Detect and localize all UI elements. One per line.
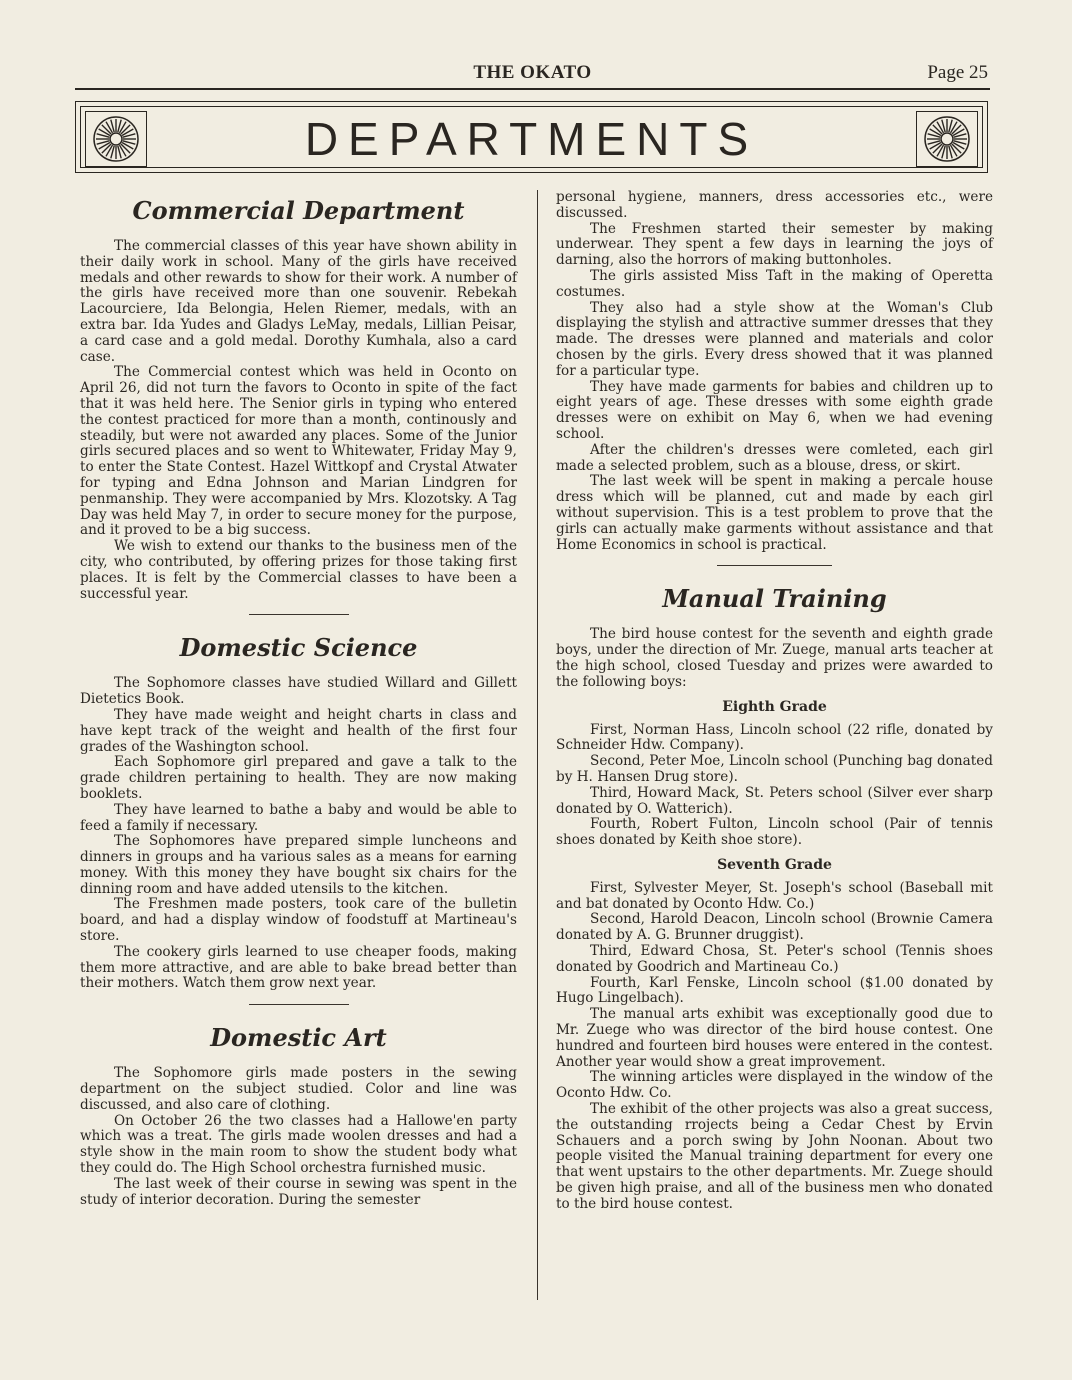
publication-title: THE OKATO xyxy=(473,62,592,83)
eighth-grade-entry: Third, Howard Mack, St. Peters school (Silver ever sharp donated by O. Watterich). xyxy=(556,784,993,817)
eighth-grade-heading: Eighth Grade xyxy=(722,698,827,715)
art-continued-paragraph: The last week will be spent in making a percale house dress which will be planned, cut and made by each girl without supervision. This is a test problem to prove that the girls can actually make garments without assistance and that Home Economics in school is practical. xyxy=(556,473,993,553)
page-number: Page 25 xyxy=(927,62,988,83)
rosette-icon xyxy=(916,111,978,167)
art-continued-paragraph: They also had a style show at the Woman's Club displaying the stylish and attractive summer dresses that they made. The dresses were planned and materials and color chosen by the girls. Every dress showed that it was planned for a particular type. xyxy=(556,299,993,379)
domestic-art-heading: Domestic Art xyxy=(210,1023,387,1053)
manual-closing-paragraph: The winning articles were displayed in the window of the Oconto Hdw. Co. xyxy=(556,1069,993,1102)
manual-training-heading: Manual Training xyxy=(662,584,887,614)
eighth-grade-entry: Second, Peter Moe, Lincoln school (Punching bag donated by H. Hansen Drug store). xyxy=(556,753,993,785)
section-rule xyxy=(249,1004,349,1005)
science-paragraph: They have learned to bathe a baby and would be able to feed a family if necessary. xyxy=(80,801,517,834)
right-column xyxy=(556,190,993,1213)
commercial-paragraph: The Commercial contest which was held in Oconto on April 26, did not turn the favors to Oconto in spite of the fact that it was held here. The Senior girls in typing who entered the contest practiced for more than a month, continously and steadily, but were not awarded any places. Some of the Junior girls secured places and so went to Whitewater, Friday May 9, to enter the State Contest. Hazel Wittkopf and Crystal Atwater for typing and Edna Johnson and Marian Lindgren for penmanship. They were accompanied by Mrs. Klozotsky. A Tag Day was held May 7, in order to secure money for the purpose, and it proved to be a big success. xyxy=(80,364,517,539)
science-paragraph: The cookery girls learned to use cheaper foods, making them more attractive, and are able to bake bread better than their mothers. Watch them grow next year. xyxy=(80,943,517,992)
seventh-grade-heading: Seventh Grade xyxy=(717,856,832,873)
seventh-grade-entry: Second, Harold Deacon, Lincoln school (Brownie Camera donated by A. G. Brunner druggist). xyxy=(556,911,993,944)
departments-banner xyxy=(75,101,988,173)
banner-title: DEPARTMENTS xyxy=(304,113,759,165)
commercial-paragraph: We wish to extend our thanks to the business men of the city, who contributed, by offering prizes for those taking first places. It is felt by the Commercial classes to have been a successful year. xyxy=(80,538,517,602)
eighth-grade-entry: First, Norman Hass, Lincoln school (22 rifle, donated by Schneider Hdw. Company). xyxy=(556,721,993,754)
art-continued-paragraph: The girls assisted Miss Taft in the making of Operetta costumes. xyxy=(556,267,993,300)
manual-closing-paragraph: The exhibit of the other projects was also a great success, the outstanding rrojects being a Cedar Chest by Ervin Schauers and a porch swing by John Noonan. About two people visited the Manual training department for every one that went upstairs to the other departments. Mr. Zuege should be given high praise, and all of the business men who donated to the bird house contest. xyxy=(556,1101,993,1212)
manual-closing-paragraph: The manual arts exhibit was exceptionally good due to Mr. Zuege who was director of the bird house contest. One hundred and fourteen bird houses were entered in the contest. Another year would show a great improvement. xyxy=(556,1006,993,1070)
seventh-grade-entry: Third, Edward Chosa, St. Peter's school (Tennis shoes donated by Goodrich and Martineau Co.) xyxy=(556,943,993,975)
art-continued-paragraph: The Freshmen started their semester by making underwear. They spent a few days in learning the joys of darning, also the horrors of making buttonholes. xyxy=(556,220,993,269)
art-continued-paragraph: They have made garments for babies and children up to eight years of age. These dresses with some eighth grade dresses were on exhibit on May 6, when we had evening school. xyxy=(556,378,993,442)
science-paragraph: The Sophomore classes have studied Willard and Gillett Dietetics Book. xyxy=(80,675,517,708)
art-continued-paragraph: personal hygiene, manners, dress accessories etc., were discussed. xyxy=(556,189,993,221)
manual-intro: The bird house contest for the seventh and eighth grade boys, under the direction of Mr. Zuege, manual arts teacher at the high school, closed Tuesday and prizes were awarded to the following boys: xyxy=(556,626,993,690)
commercial-department-heading: Commercial Department xyxy=(132,196,465,225)
art-paragraph: The Sophomore girls made posters in the sewing department on the subject studied. Color and line was discussed, and also care of clothing. xyxy=(80,1065,517,1113)
art-paragraph: The last week of their course in sewing was spent in the study of interior decoration. During the semester xyxy=(80,1175,517,1208)
science-paragraph: The Sophomores have prepared simple luncheons and dinners in groups and ha various sales as a means for earning money. With this money they have bought six chairs for the dinning room and have added utensils to the kitchen. xyxy=(80,833,517,897)
rosette-icon xyxy=(85,111,147,167)
section-rule xyxy=(249,614,349,615)
commercial-paragraph: The commercial classes of this year have shown ability in their daily work in school. Many of the girls have received medals and other rewards to show for their work. A number of the girls have received more than one souvenir. Rebekah Lacourciere, Ida Belongia, Helen Riemer, medals, with an extra bar. Ida Yudes and Gladys LeMay, medals, Lillian Peisar, a card case and a gold medal. Dorothy Kumhala, also a card case. xyxy=(80,238,517,365)
art-continued-paragraph: After the children's dresses were comleted, each girl made a selected problem, such as a blouse, dress, or skirt. xyxy=(556,441,993,474)
banner-inner-frame xyxy=(80,106,983,168)
eighth-grade-entry: Fourth, Robert Fulton, Lincoln school (Pair of tennis shoes donated by Keith shoe store). xyxy=(556,816,993,849)
running-header xyxy=(75,60,990,90)
art-paragraph: On October 26 the two classes had a Hallowe'en party which was a treat. The girls made woolen dresses and had a style show in the main room to show the student body what they could do. The High School orchestra furnished music. xyxy=(80,1112,517,1177)
section-rule xyxy=(717,565,832,566)
science-paragraph: Each Sophomore girl prepared and gave a talk to the grade children pertaining to health. They are now making booklets. xyxy=(80,754,517,802)
science-paragraph: The Freshmen made posters, took care of the bulletin board, and had a display window of foodstuff at Martineau's store. xyxy=(80,896,517,945)
domestic-science-heading: Domestic Science xyxy=(179,633,418,663)
seventh-grade-entry: Fourth, Karl Fenske, Lincoln school ($1.00 donated by Hugo Lingelbach). xyxy=(556,974,993,1007)
left-column xyxy=(80,190,517,1208)
column-divider xyxy=(537,190,538,1300)
seventh-grade-entry: First, Sylvester Meyer, St. Joseph's school (Baseball mit and bat donated by Oconto Hdw. Co.) xyxy=(556,879,993,912)
science-paragraph: They have made weight and height charts in class and have kept track of the weight and health of the first four grades of the Washington school. xyxy=(80,706,517,755)
